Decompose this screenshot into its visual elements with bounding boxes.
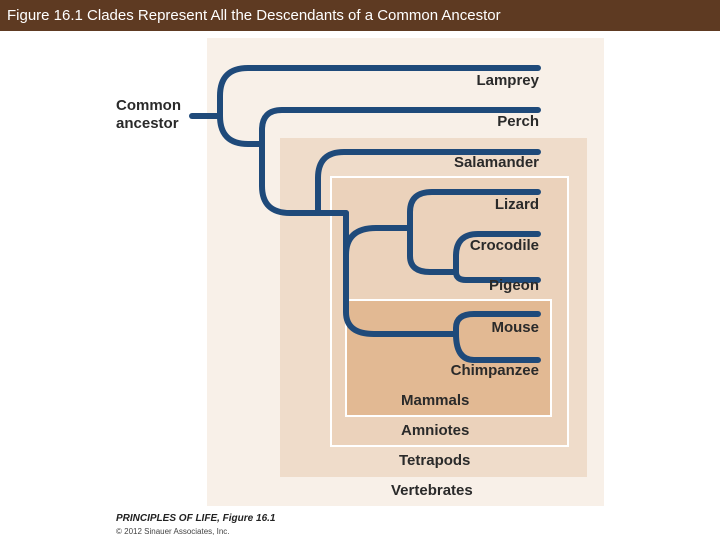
branch-node2 (262, 144, 318, 213)
copyright-notice: © 2012 Sinauer Associates, Inc. (116, 527, 230, 536)
branch-node7 (346, 255, 456, 334)
taxon-chimpanzee: Chimpanzee (450, 362, 539, 379)
figure-credit: PRINCIPLES OF LIFE, Figure 16.1 (116, 513, 276, 524)
common-ancestor-label (116, 97, 181, 133)
branch-chimpanzee (456, 334, 538, 360)
clade-label-tetrapods: Tetrapods (399, 452, 471, 469)
taxon-mouse: Mouse (491, 319, 539, 336)
taxon-crocodile: Crocodile (469, 237, 539, 254)
clade-label-amniotes: Amniotes (401, 422, 470, 439)
branch-node1 (220, 116, 262, 144)
figure-title: Figure 16.1 Clades Represent All the Descendants of a Common Ancestor (7, 7, 501, 24)
taxon-perch: Perch (497, 113, 539, 130)
taxon-lamprey: Lamprey (476, 72, 539, 89)
clade-label-mammals: Mammals (401, 392, 470, 409)
branch-node5 (346, 228, 410, 255)
common-ancestor-line2: ancestor (116, 115, 179, 132)
common-ancestor-line1: Common (116, 97, 181, 114)
clade-label-vertebrates: Vertebrates (391, 482, 473, 499)
taxon-pigeon: Pigeon (488, 277, 539, 294)
taxon-salamander: Salamander (453, 154, 539, 171)
branch-node6 (410, 228, 456, 272)
taxon-lizard: Lizard (494, 196, 539, 213)
